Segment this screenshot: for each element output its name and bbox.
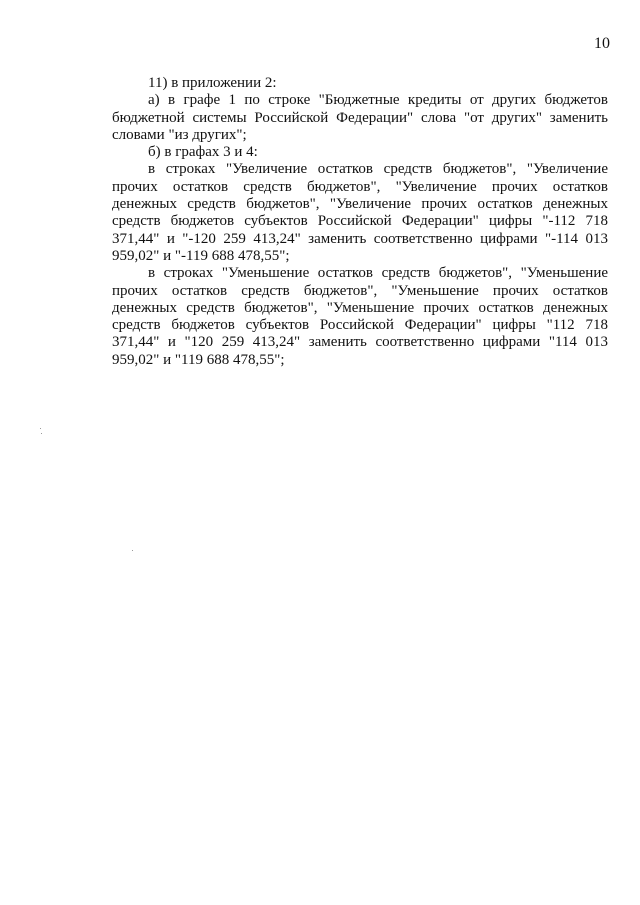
decrease-rows-paragraph: в строках "Уменьшение остатков средств бюджетов", "Уменьшение прочих остатков средств бюджетов", "Уменьшение прочих остатков денежных средств бюджетов", "Уменьшение прочих остатков денежных средств бюджетов субъектов Российской Федерации" цифры "112 718 371,44" и "120 259 413,24" заменить соответственно цифрами "114 013 959,02" и "119 688 478,55"; [112, 265, 608, 368]
increase-rows-paragraph: в строках "Увеличение остатков средств бюджетов", "Увеличение прочих остатков средств бюджетов", "Увеличение прочих остатков денежных средств бюджетов", "Увеличение прочих остатков денежных средств бюджетов субъектов Российской Федерации" цифры "-112 718 371,44" и "-120 259 413,24" заменить соответственно цифрами "-114 013 959,02" и "-119 688 478,55"; [112, 161, 608, 264]
subitem-b-heading: б) в графах 3 и 4: [148, 144, 258, 161]
item-11-heading: 11) в приложении 2: [148, 75, 277, 91]
page-number: 10 [594, 35, 610, 52]
scan-speck [132, 550, 133, 551]
document-body [112, 75, 608, 369]
scan-speck [40, 428, 41, 429]
subitem-a-paragraph: а) в графе 1 по строке "Бюджетные кредиты от других бюджетов бюджетной системы Российской Федерации" слова "от других" заменить словами "из других"; [112, 92, 608, 143]
scan-speck [41, 433, 42, 434]
